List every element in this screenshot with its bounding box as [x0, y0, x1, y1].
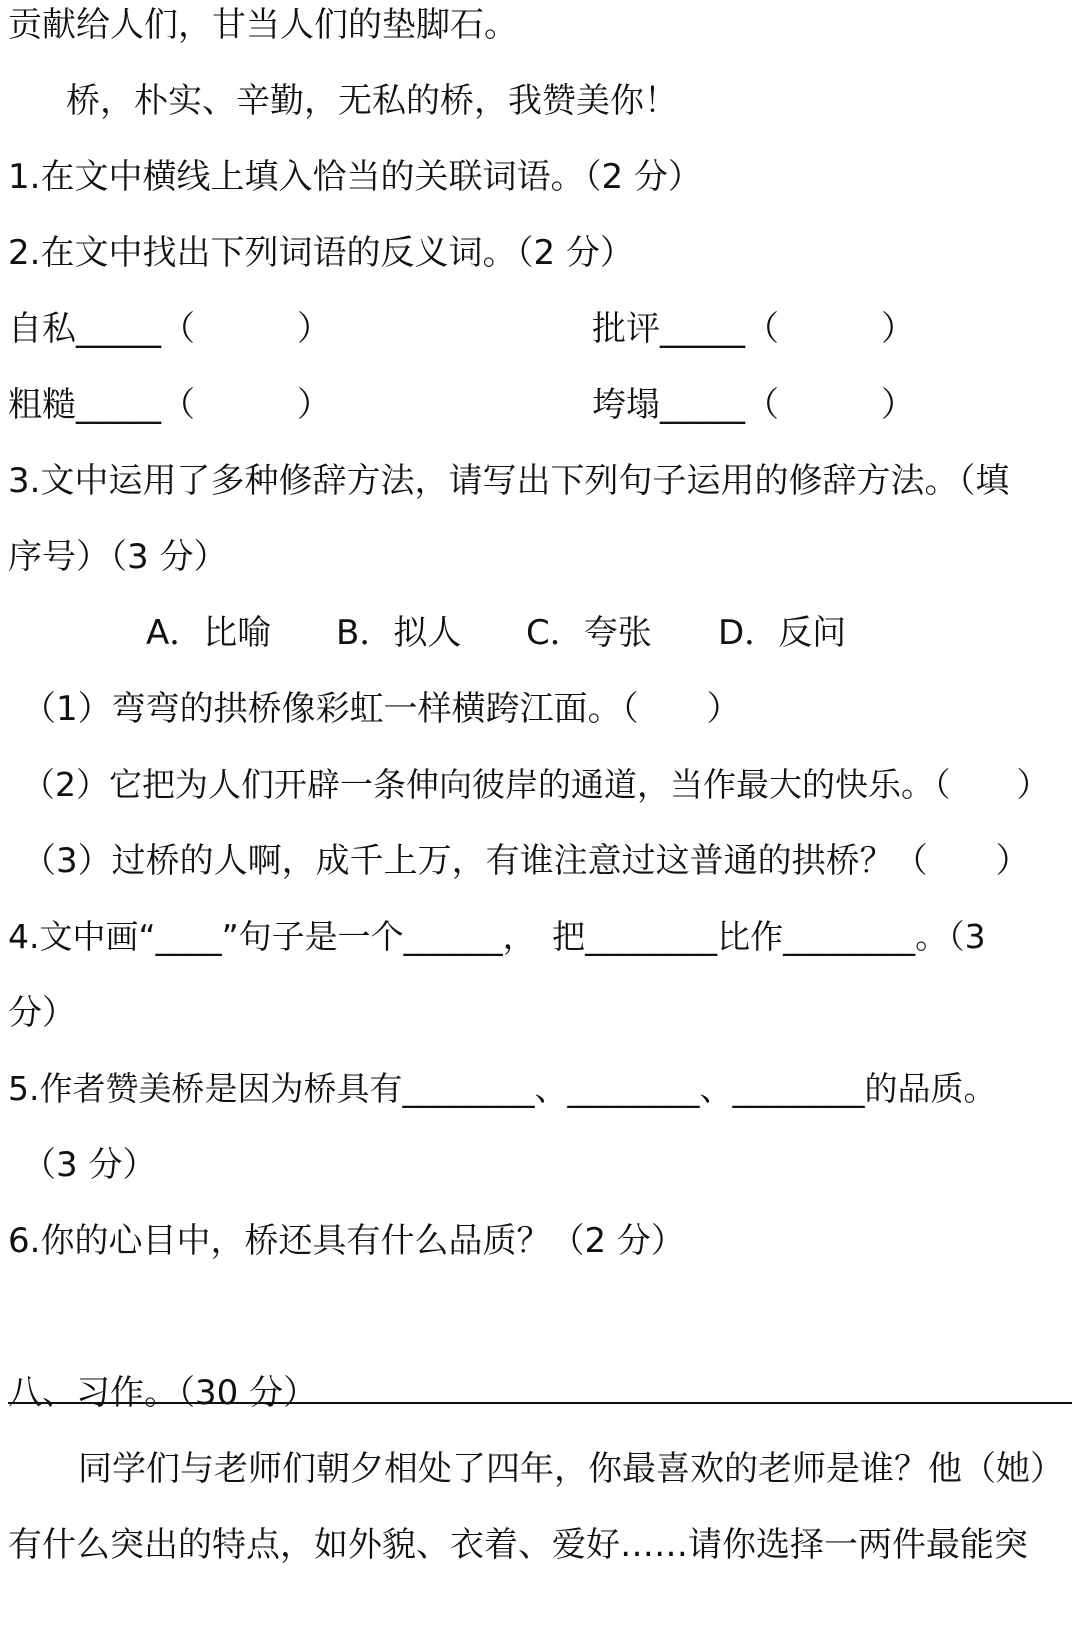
question-3-line-1: 3.文中运用了多种修辞方法，请写出下列句子运用的修辞方法。（填	[8, 461, 1010, 501]
antonym-item-4: 垮塌_____（ ）	[592, 385, 915, 425]
rhetoric-option-a: A．比喻	[146, 613, 272, 653]
essay-prompt-line-1: 同学们与老师们朝夕相处了四年，你最喜欢的老师是谁？他（她）	[78, 1449, 1064, 1489]
essay-prompt-line-2: 有什么突出的特点，如外貌、衣着、爱好……请你选择一两件最能突	[8, 1525, 1028, 1565]
question-5-line-1: 5.作者赞美桥是因为桥具有________、________、________的品质。	[8, 1069, 997, 1108]
question-3-line-2: 序号）（3 分）	[8, 537, 228, 577]
passage-end: 贡献给人们，甘当人们的垫脚石。	[8, 5, 518, 45]
question-2: 2.在文中找出下列词语的反义词。（2 分）	[8, 233, 634, 273]
question-4-line-1: 4.文中画“____”句子是一个______， 把________比作________。（3	[8, 917, 986, 956]
rhetoric-option-d: D．反问	[718, 613, 847, 653]
section-8-title: 八、习作。（30 分）	[8, 1373, 318, 1413]
passage-praise: 桥，朴实、辛勤，无私的桥，我赞美你！	[66, 81, 678, 121]
rhetoric-option-b: B．拟人	[336, 613, 462, 653]
rhetoric-sentence-3: （3）过桥的人啊，成千上万，有谁注意过这普通的拱桥？（ ）	[22, 841, 1030, 881]
antonym-item-3: 粗糙_____（ ）	[8, 385, 331, 425]
antonym-item-1: 自私_____（ ）	[8, 309, 331, 349]
rhetoric-sentence-1: （1）弯弯的拱桥像彩虹一样横跨江面。（ ）	[22, 689, 741, 729]
rhetoric-option-c: C．夸张	[526, 613, 652, 653]
rhetoric-sentence-2: （2）它把为人们开辟一条伸向彼岸的通道，当作最大的快乐。（ ）	[22, 765, 1050, 804]
question-4-line-2: 分）	[8, 993, 76, 1033]
question-5-line-2: （3 分）	[22, 1145, 157, 1185]
antonym-item-2: 批评_____（ ）	[592, 309, 915, 349]
question-6: 6.你的心目中，桥还具有什么品质？（2 分）	[8, 1221, 685, 1261]
question-1: 1.在文中横线上填入恰当的关联词语。（2 分）	[8, 157, 702, 197]
